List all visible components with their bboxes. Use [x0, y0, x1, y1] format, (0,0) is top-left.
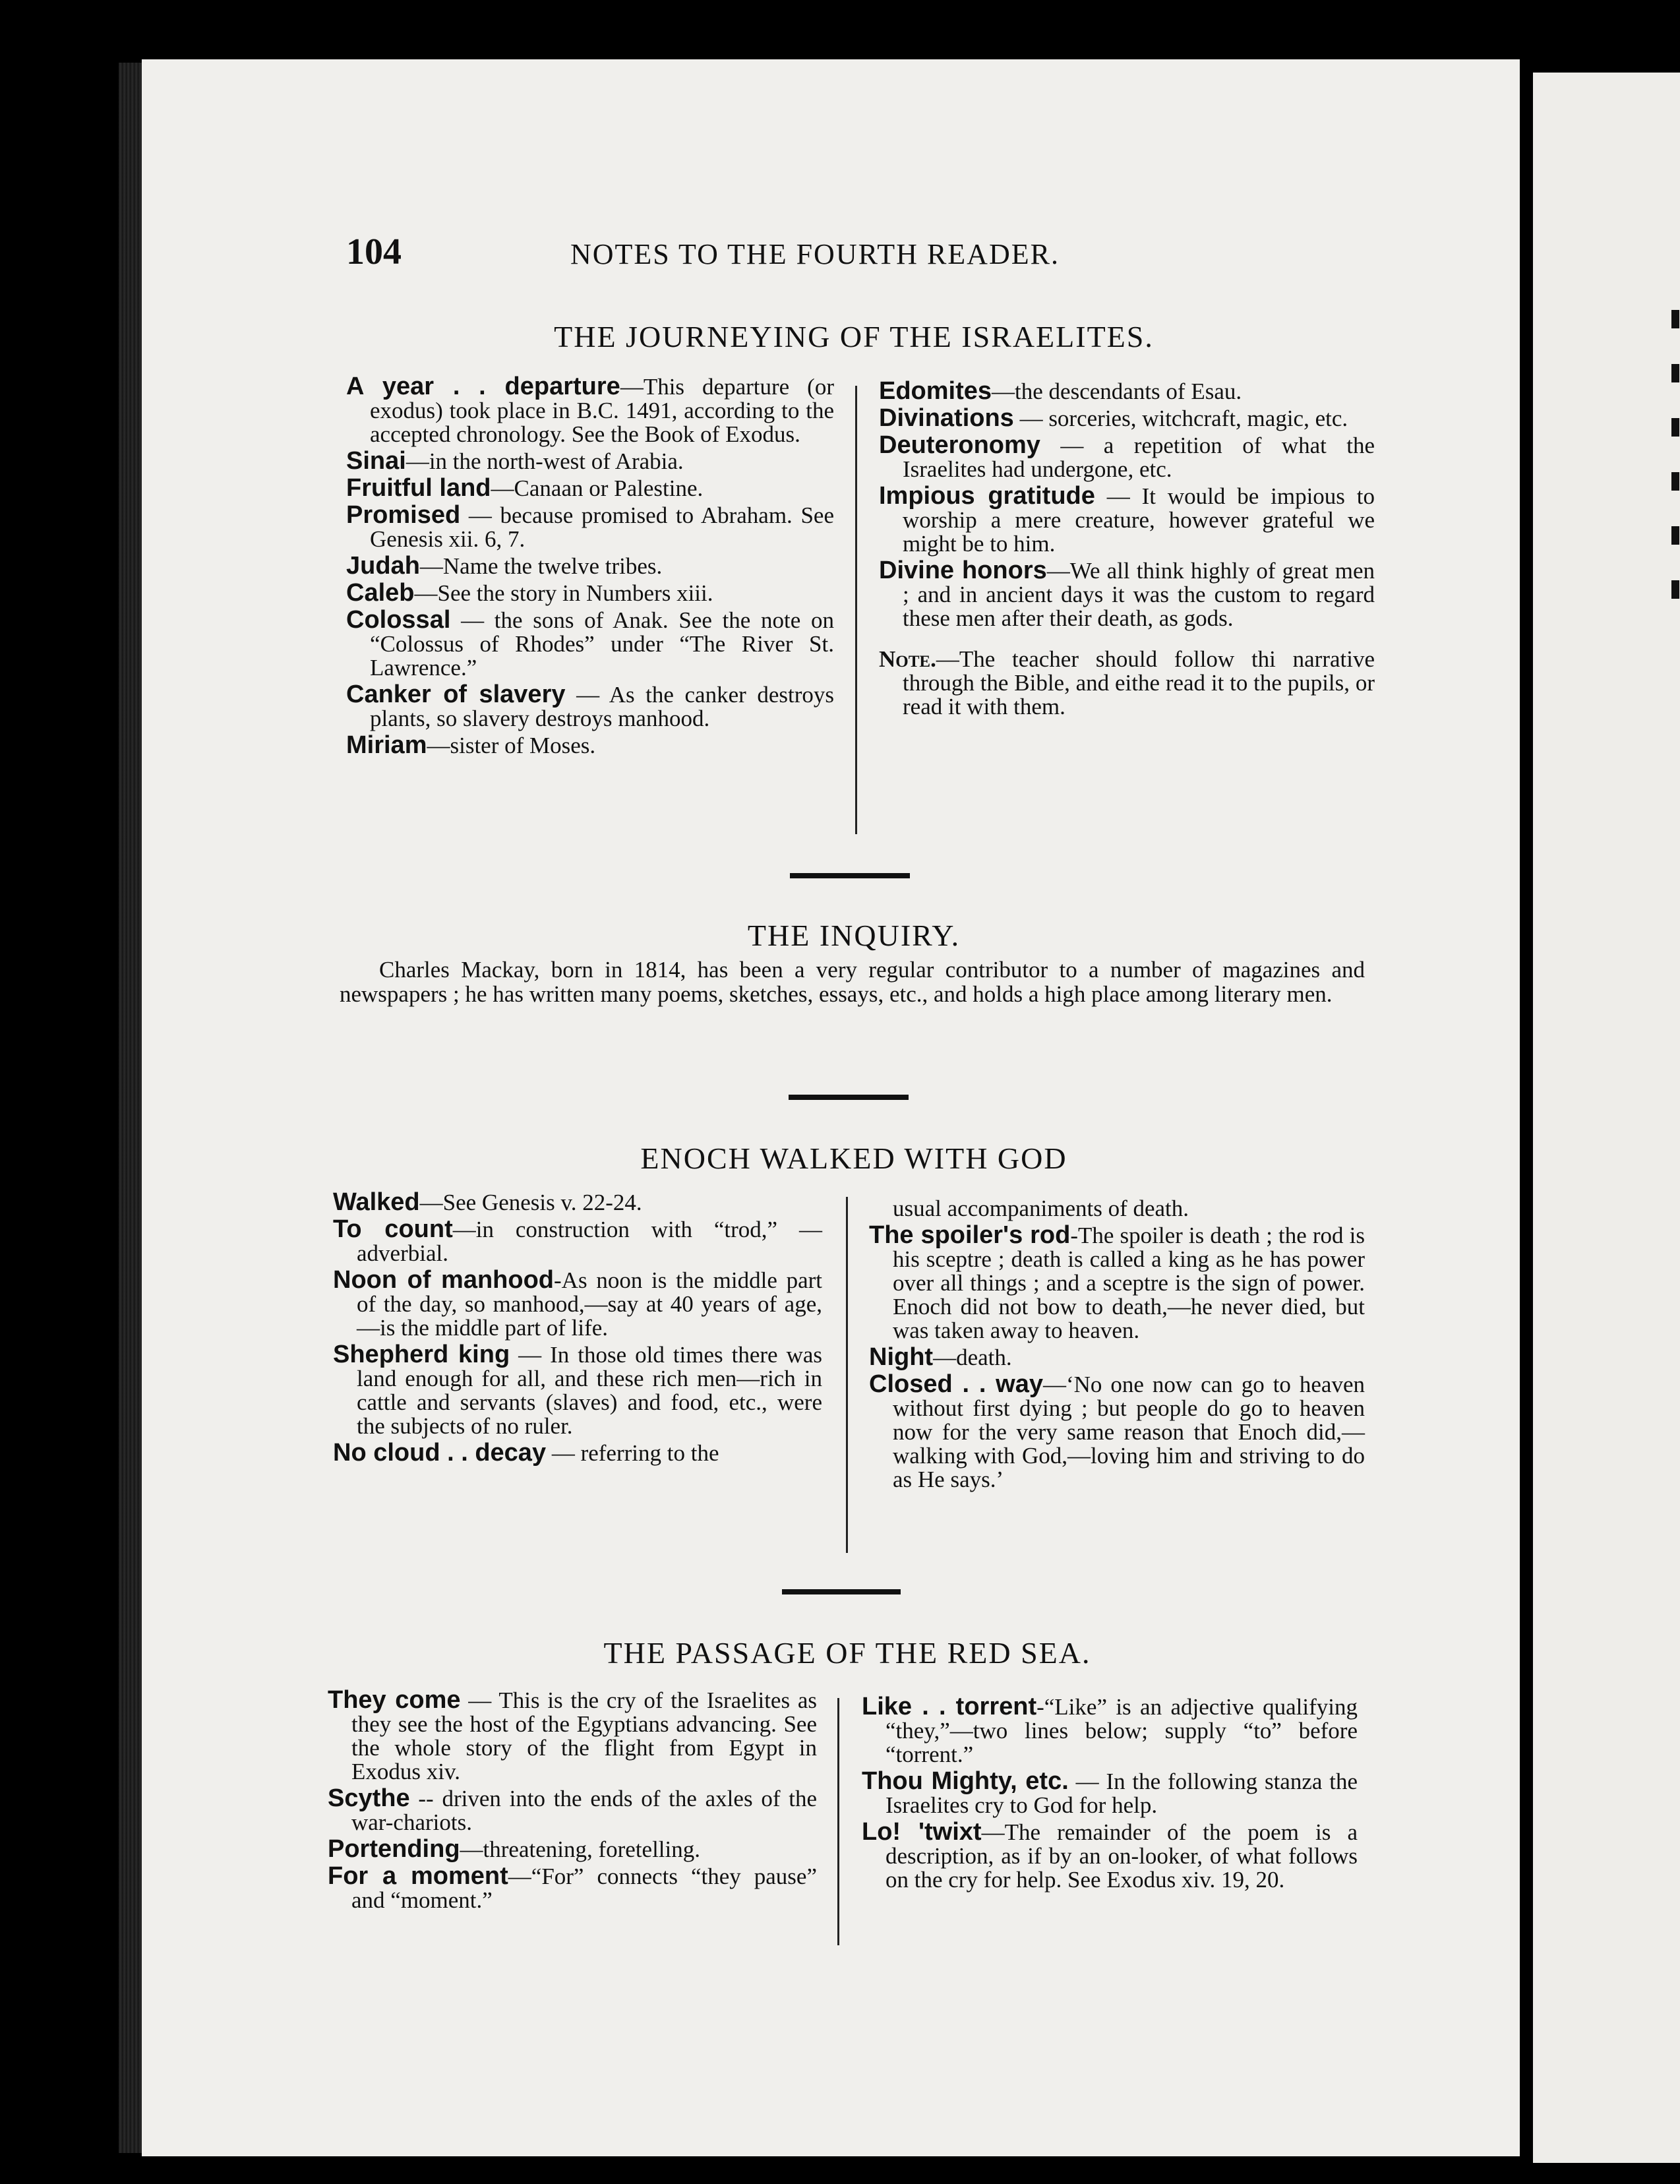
running-title: NOTES TO THE FOURTH READER. [570, 238, 1060, 270]
gloss-entry: Judah—Name the twelve tribes. [346, 552, 663, 580]
israelites-right-column [879, 379, 1375, 721]
gloss-entry: Colossal — the sons of Anak. See the note on “Colossus of Rhodes” under “The River St. Lawrence.” [346, 606, 834, 681]
gloss-entry: Portending—threatening, foretelling. [328, 1835, 701, 1863]
gloss-entry: Thou Mighty, etc. — In the following stanza the Israelites cry to God for help. [862, 1767, 1358, 1818]
gloss-entry: Sinai—in the north-west of Arabia. [346, 447, 684, 475]
gloss-entry: Miriam—sister of Moses. [346, 731, 596, 759]
enoch-right-column [869, 1197, 1365, 1494]
gloss-entry: Scythe -- driven into the ends of the axles of the war-chariots. [328, 1784, 817, 1835]
gloss-entry: Shepherd king — In those old times there was land enough for all, and these rich men—rich in cattle and servants (slaves) and food, etc., were the subjects of no ruler. [333, 1341, 822, 1439]
gloss-entry: A year . . departure—This departure (or exodus) took place in B.C. 1491, according to the accepted chronology. See the Book of Exodus. [346, 373, 834, 447]
facing-page-edge [1533, 73, 1680, 2163]
column-divider [846, 1197, 848, 1553]
enoch-left-column [333, 1190, 822, 1468]
gloss-entry: Deuteronomy — a repetition of what the Israelites had undergone, etc. [879, 431, 1375, 482]
page-header [346, 231, 1375, 270]
gloss-entry: Divine honors—We all think highly of great men ; and in ancient days it was the custom to regard these men after their death, as gods. [879, 557, 1375, 631]
section-title-red-sea: THE PASSAGE OF THE RED SEA. [603, 1636, 1091, 1670]
gloss-entry: Noon of manhood-As noon is the middle part of the day, so manhood,—say at 40 years of age,—is the middle part of life. [333, 1266, 823, 1341]
section-separator [789, 1095, 909, 1100]
gloss-entry: The spoiler's rod-The spoiler is death ; the rod is his sceptre ; death is called a king as he has power over all things ; and a sceptre is the sign of power. Enoch did not bow to death,—he never died, but was taken away to heaven. [869, 1221, 1365, 1343]
book-spine-edge [119, 63, 145, 2153]
gloss-entry: They come — This is the cry of the Israelites as they see the host of the Egyptians advancing. See the whole story of the flight from Egypt in Exodus xiv. [328, 1686, 817, 1784]
gloss-entry: Fruitful land—Canaan or Palestine. [346, 474, 704, 502]
gloss-entry: Divinations — sorceries, witchcraft, magic, etc. [879, 404, 1348, 432]
inquiry-paragraph: Charles Mackay, born in 1814, has been a very regular contributor to a number of magazines and newspapers ; he has written many poems, sketches, essays, etc., and holds a high place among literary men. [340, 957, 1365, 1007]
gloss-entry: No cloud . . decay — referring to the [333, 1439, 719, 1467]
column-divider [837, 1698, 839, 1945]
gloss-entry: Closed . . way—‘No one now can go to heaven without first dying ; but people do go to heaven now for the very same reason that Enoch did,—walking with God,—loving him and striving to do as He says.’ [869, 1370, 1365, 1492]
red-sea-right-column [862, 1695, 1358, 1895]
gloss-entry: Impious gratitude — It would be impious to worship a mere creature, however grateful we might be to him. [879, 482, 1375, 557]
gloss-entry: Canker of slavery — As the canker destroys plants, so slavery destroys manhood. [346, 681, 835, 731]
gloss-entry: Edomites—the descendants of Esau. [879, 377, 1242, 405]
gloss-entry: For a moment—“For” connects “they pause” and “moment.” [328, 1862, 817, 1913]
gloss-entry: Walked—See Genesis v. 22-24. [333, 1188, 642, 1216]
israelites-left-column [346, 375, 834, 760]
facing-page-text-fragments [1671, 310, 1679, 634]
page-number: 104 [346, 231, 402, 272]
section-title-enoch: ENOCH WALKED WITH GOD [640, 1141, 1067, 1175]
gloss-entry: Promised — because promised to Abraham. See Genesis xii. 6, 7. [346, 501, 834, 552]
column-divider [855, 386, 857, 834]
gloss-entry: Like . . torrent-“Like” is an adjective qualifying “they,”—two lines below; supply “to” before “torrent.” [862, 1693, 1358, 1767]
section-title-inquiry: THE INQUIRY. [747, 919, 961, 952]
section-title-israelites: THE JOURNEYING OF THE ISRAELITES. [554, 320, 1154, 353]
gloss-entry: Lo! 'twixt—The remainder of the poem is a description, as if by an on-looker, of what follows on the cry for help. See Exodus xiv. 19, 20. [862, 1818, 1358, 1893]
section-separator [790, 873, 910, 878]
continued-text: usual accompaniments of death. [893, 1196, 1189, 1221]
red-sea-left-column [328, 1688, 817, 1915]
teacher-note: Note.—The teacher should follow thi narrative through the Bible, and eithe read it to the pupils, or read it with them. [879, 646, 1375, 719]
gloss-entry: To count—in construction with “trod,” —adverbial. [333, 1215, 822, 1266]
gloss-entry: Night—death. [869, 1343, 1012, 1371]
gloss-entry: Caleb—See the story in Numbers xiii. [346, 579, 713, 607]
section-separator [782, 1589, 901, 1594]
